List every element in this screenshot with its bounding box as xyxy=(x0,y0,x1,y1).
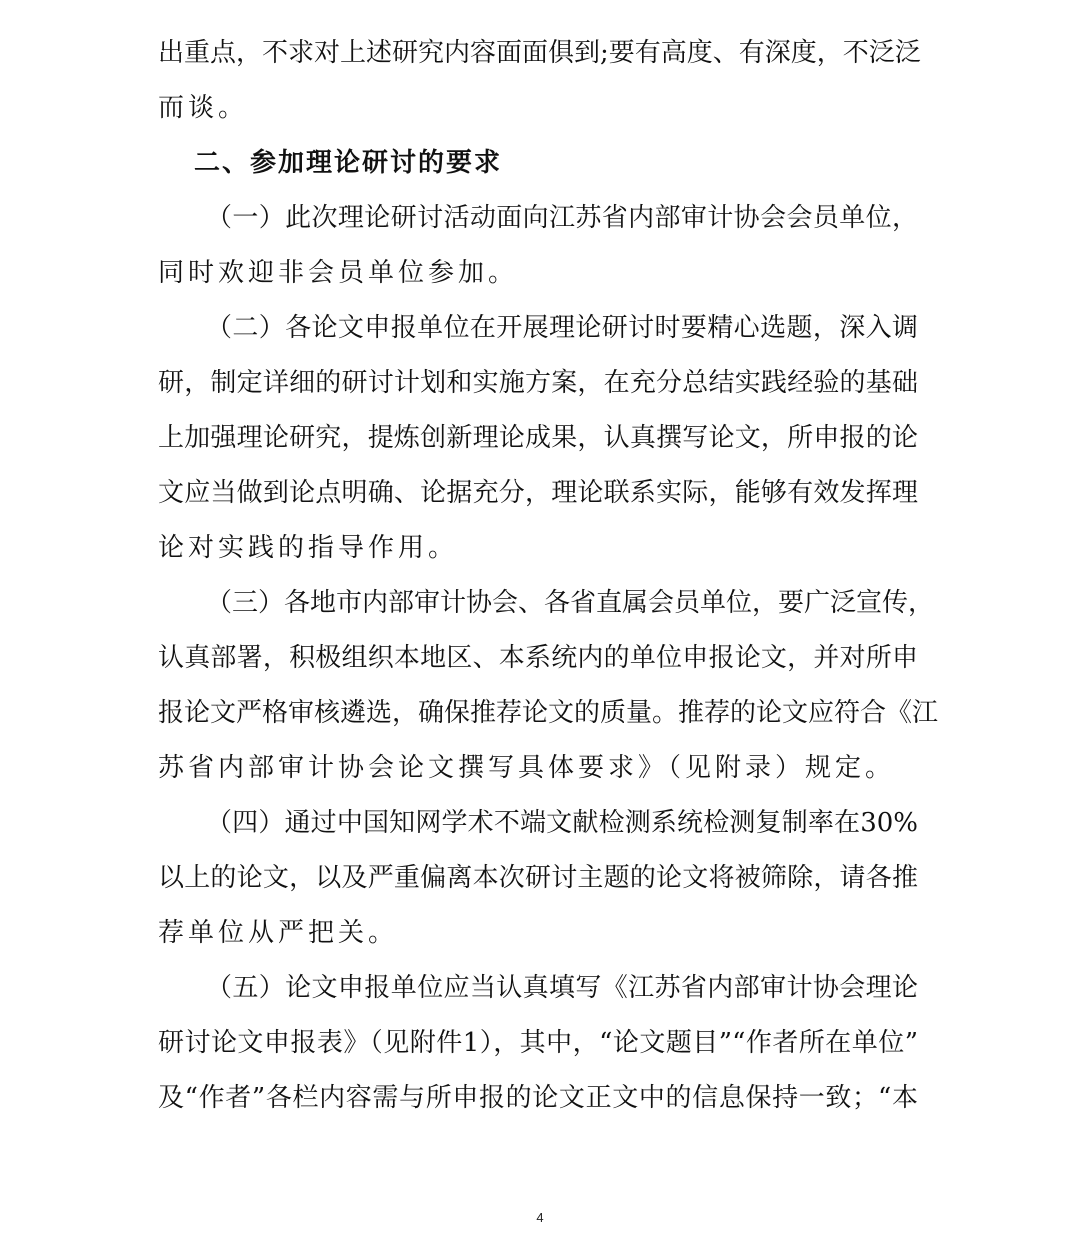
body-line: 及“作者”各栏内容需与所申报的论文正文中的信息保持一致；“本 xyxy=(158,1083,918,1113)
body-line: 认真部署，积极组织本地区、本系统内的单位申报论文，并对所申 xyxy=(158,643,918,673)
paragraph-first-line: （一）此次理论研讨活动面向江苏省内部审计协会会员单位， xyxy=(206,203,918,233)
body-line: 研讨论文申报表》（见附件1），其中，“论文题目”“作者所在单位” xyxy=(158,1028,918,1058)
body-line: 同时欢迎非会员单位参加。 xyxy=(158,258,519,288)
body-line: 苏省内部审计协会论文撰写具体要求》（见附录）规定。 xyxy=(158,753,896,783)
body-line: 报论文严格审核遴选，确保推荐论文的质量。推荐的论文应符合《江 xyxy=(158,698,939,728)
body-line: 上加强理论研究，提炼创新理论成果，认真撰写论文，所申报的论 xyxy=(158,423,918,453)
page-number: 4 xyxy=(536,1210,544,1225)
body-line: 研，制定详细的研讨计划和实施方案，在充分总结实践经验的基础 xyxy=(158,368,918,398)
body-line: 出重点，不求对上述研究内容面面俱到;要有高度、有深度，不泛泛 xyxy=(158,38,921,68)
body-line: 而谈。 xyxy=(158,93,249,123)
paragraph-first-line: （三）各地市内部审计协会、各省直属会员单位，要广泛宣传， xyxy=(206,588,935,618)
body-line: 以上的论文，以及严重偏离本次研讨主题的论文将被筛除，请各推 xyxy=(158,863,918,893)
body-line: 文应当做到论点明确、论据充分，理论联系实际，能够有效发挥理 xyxy=(158,478,918,508)
document-body xyxy=(158,26,939,1126)
paragraph-first-line: （四）通过中国知网学术不端文献检测系统检测复制率在30% xyxy=(206,808,918,838)
paragraph-first-line: （二）各论文申报单位在开展理论研讨时要精心选题，深入调 xyxy=(206,313,918,343)
section-heading: 二、参加理论研讨的要求 xyxy=(194,148,503,178)
body-line: 荐单位从严把关。 xyxy=(158,918,399,948)
paragraph-first-line: （五）论文申报单位应当认真填写《江苏省内部审计协会理论 xyxy=(206,973,918,1003)
body-line: 论对实践的指导作用。 xyxy=(158,533,459,563)
